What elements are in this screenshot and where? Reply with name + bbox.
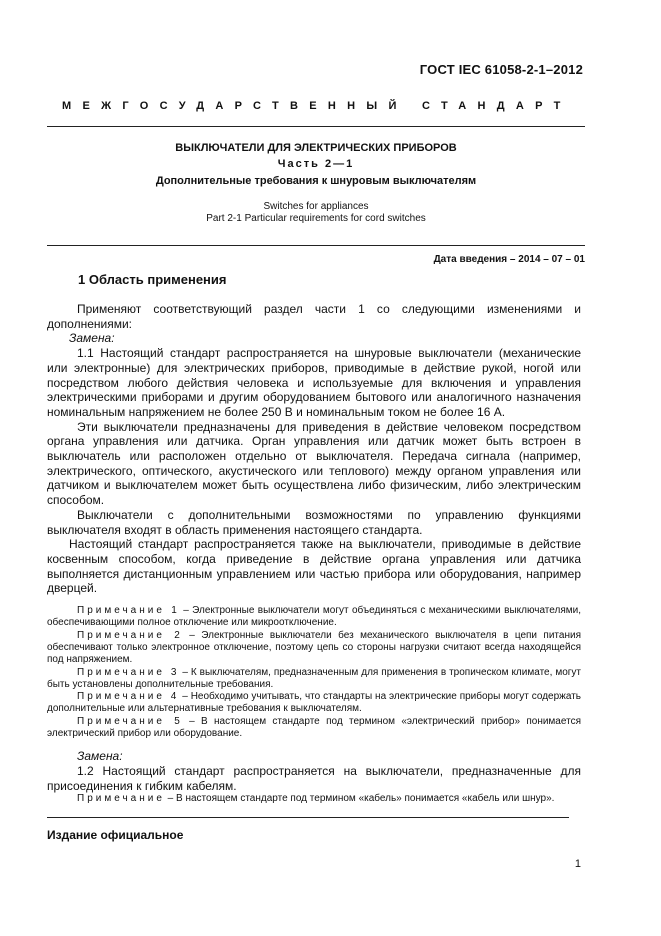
paragraph-1-1: 1.1 Настоящий стандарт распространяется на шнуровые выключатели (механические или электронные) для электрических приборов, приводимые в действие рукой, ногой или посредством любого действия человека и используемые для включения и управления электрическими приборами и другим оборудованием бытового или аналогичного назначения номинальным напряжением не более 250 В и номинальным током не более 16 А. bbox=[47, 346, 581, 419]
english-title-line2: Part 2-1 Particular requirements for cord switches bbox=[206, 213, 426, 224]
english-title-line1: Switches for appliances bbox=[263, 201, 369, 212]
document-part: Часть 2—1 bbox=[277, 158, 355, 170]
note-text: – В настоящем стандарте под термином «кабель» понимается «кабель или шнур». bbox=[164, 793, 555, 805]
note-4 bbox=[47, 691, 581, 716]
note-label: Примечание 3 bbox=[77, 666, 180, 678]
note-1 bbox=[47, 605, 581, 630]
document-subtitle: Дополнительные требования к шнуровым выключателям bbox=[155, 175, 477, 187]
note-text: – К выключателям, предназначенным для применения в тропическом климате, могут быть установлены дополнительные требования. bbox=[47, 666, 581, 690]
replace-label-1: Замена: bbox=[69, 331, 115, 346]
section-heading: 1 Область применения bbox=[78, 272, 227, 287]
interstate-standard-label: МЕЖГОСУДАРСТВЕННЫЙ СТАНДАРТ bbox=[62, 100, 572, 112]
top-divider bbox=[47, 126, 585, 127]
title-divider bbox=[47, 245, 585, 246]
paragraph-1-2: 1.2 Настоящий стандарт распространяется на выключатели, предназначенные для присоединения к гибким кабелям. bbox=[47, 764, 581, 793]
note-label: Примечание 5 bbox=[77, 715, 183, 727]
note-label: Примечание bbox=[77, 793, 165, 805]
note-2 bbox=[47, 630, 581, 667]
note-text: – В настоящем стандарте под термином «электрический прибор» понимается электрический прибор или оборудование. bbox=[47, 715, 581, 740]
footer-divider bbox=[47, 817, 569, 818]
note-text: – Необходимо учитывать, что стандарты на электрические приборы могут содержать дополнительные или альтернативные требования к выключателям. bbox=[47, 691, 581, 715]
section-body bbox=[47, 302, 581, 806]
note-label: Примечание 1 bbox=[77, 605, 180, 617]
document-title: ВЫКЛЮЧАТЕЛИ ДЛЯ ЭЛЕКТРИЧЕСКИХ ПРИБОРОВ bbox=[175, 142, 457, 154]
page-number: 1 bbox=[574, 858, 581, 870]
note-text: – Электронные выключатели без механического выключателя в цепи питания обеспечивают только электронное отключение, поэтому цепь со стороны нагрузки считают всегда находящейся под напряжением. bbox=[47, 629, 581, 666]
note-label: Примечание 2 bbox=[77, 629, 183, 641]
paragraph-1-1-d: Настоящий стандарт распространяется также на выключатели, приводимые в действие косвенным способом, когда приведение в действие органа управления или датчика выполняется дистанционным управлением или частью прибора или оборудования, например дверцей. bbox=[47, 537, 581, 596]
edition-label: Издание официальное bbox=[47, 828, 184, 842]
paragraph-1-1-b: Эти выключатели предназначены для приведения в действие человеком посредством органа управления или датчика. Орган управления или датчик может быть встроен в выключатель или расположен отдельно от выключателя. Передача сигнала (например, электрического, оптического, акустического или теплового) между органом управления или датчиком и выключателем может быть осуществлена либо физическим, либо электрическим способом. bbox=[47, 419, 581, 508]
note-label: Примечание 4 bbox=[77, 691, 180, 703]
paragraph-1-1-c: Выключатели с дополнительными возможностями по управлению функциями выключателя входят в область применения настоящего стандарта. bbox=[47, 507, 581, 537]
note-text: – Электронные выключатели могут объединяться с механическими выключателями, обеспечивающими полное отключение или микроотключение. bbox=[47, 605, 581, 629]
introduction-date: Дата введения – 2014 – 07 – 01 bbox=[433, 254, 585, 265]
document-code: ГОСТ IEC 61058-2-1–2012 bbox=[419, 62, 583, 77]
intro-paragraph: Применяют соответствующий раздел части 1 со следующими изменениями и дополнениями: bbox=[47, 302, 581, 331]
note-5 bbox=[47, 716, 581, 741]
replace-label-2: Замена: bbox=[77, 749, 123, 764]
note-3 bbox=[47, 667, 581, 692]
final-note bbox=[47, 793, 581, 805]
